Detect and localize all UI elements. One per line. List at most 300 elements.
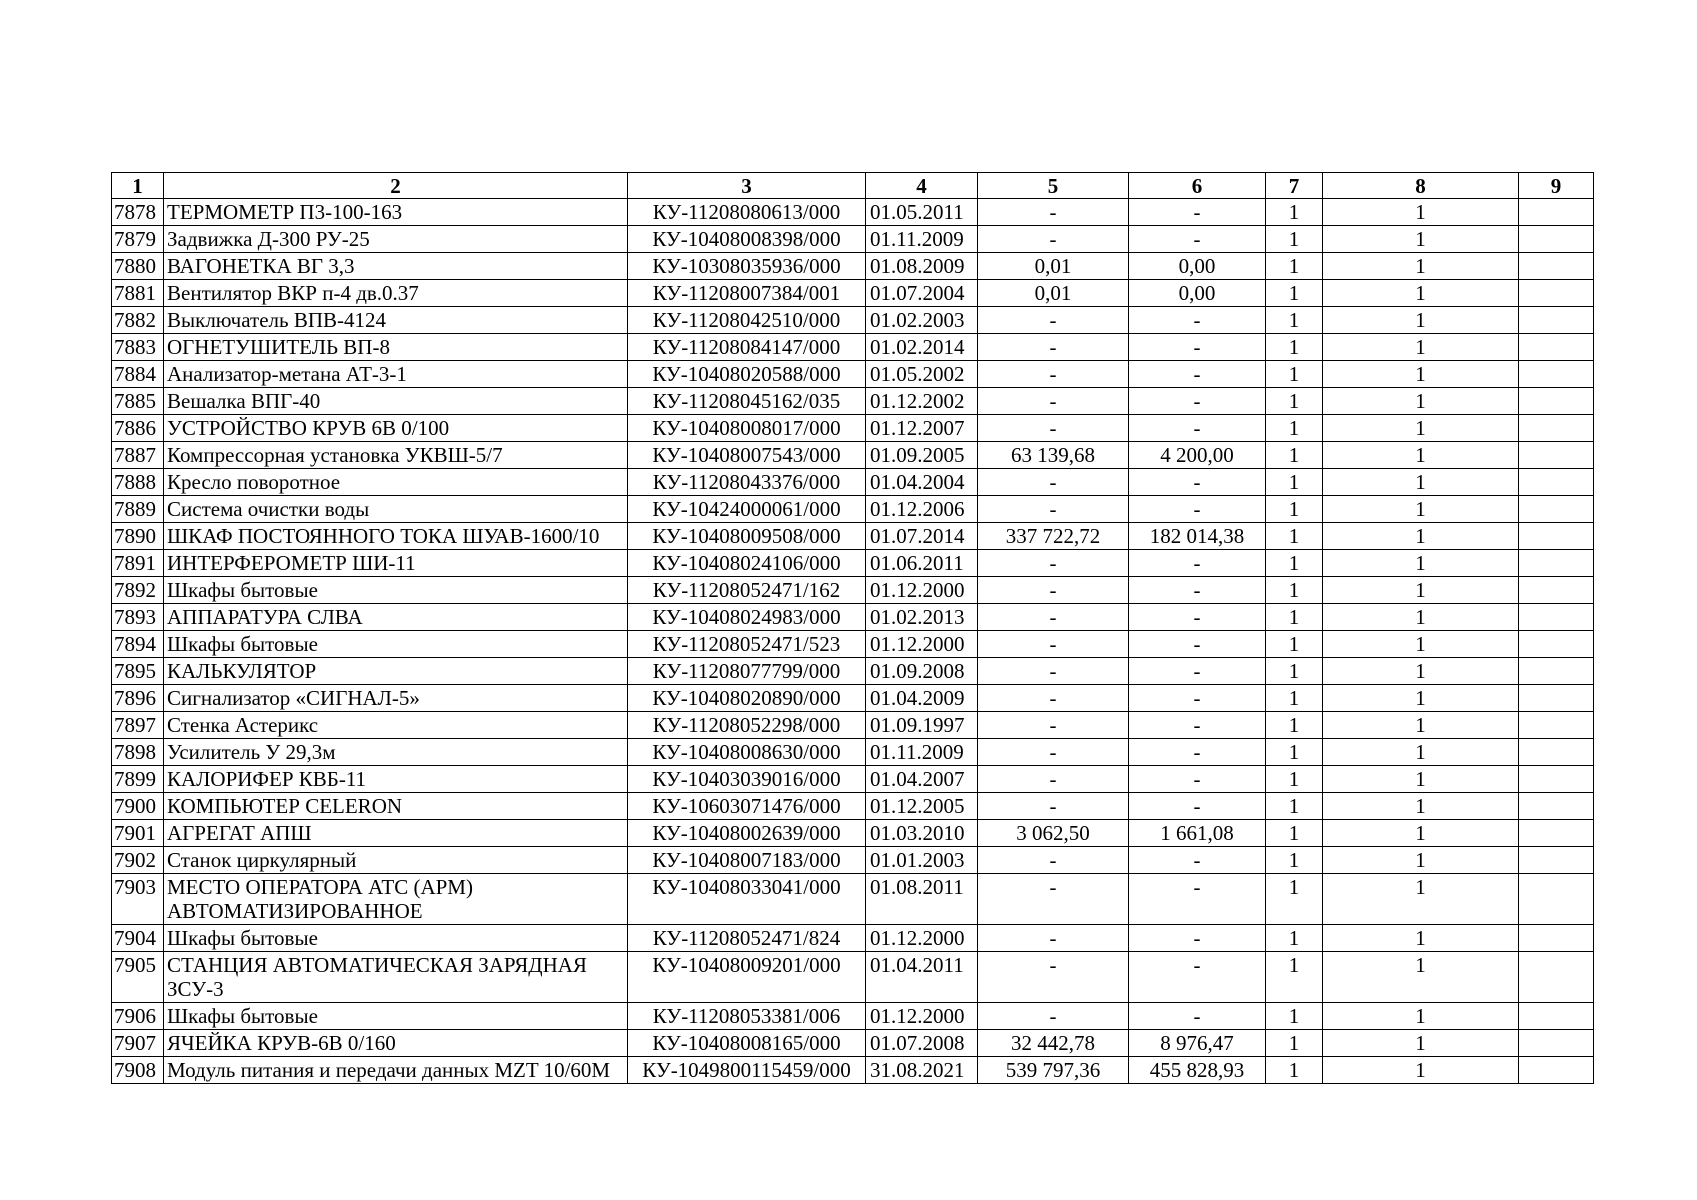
cell-row-number: 7880	[112, 253, 164, 280]
cell-quantity-col-7: 1	[1266, 442, 1323, 469]
cell-value-col-5: -	[978, 307, 1129, 334]
cell-item-name: Усилитель У 29,3м	[164, 739, 628, 766]
cell-value-col-6: -	[1129, 739, 1266, 766]
cell-item-name: Модуль питания и передачи данных MZT 10/60М	[164, 1057, 628, 1084]
cell-date: 01.08.2009	[866, 253, 978, 280]
cell-quantity-col-7: 1	[1266, 793, 1323, 820]
table-row	[112, 874, 1594, 925]
cell-row-number: 7901	[112, 820, 164, 847]
cell-value-col-6: -	[1129, 199, 1266, 226]
table-row	[112, 952, 1594, 1003]
cell-note-col-9	[1519, 523, 1594, 550]
cell-value-col-5: -	[978, 361, 1129, 388]
cell-date: 01.09.1997	[866, 712, 978, 739]
table-row	[112, 361, 1594, 388]
cell-value-col-6: -	[1129, 631, 1266, 658]
cell-quantity-col-8: 1	[1323, 361, 1519, 388]
cell-row-number: 7893	[112, 604, 164, 631]
cell-note-col-9	[1519, 1030, 1594, 1057]
cell-row-number: 7896	[112, 685, 164, 712]
cell-quantity-col-8: 1	[1323, 496, 1519, 523]
cell-note-col-9	[1519, 496, 1594, 523]
cell-note-col-9	[1519, 415, 1594, 442]
header-cell-3: 3	[628, 173, 866, 199]
cell-value-col-6: 182 014,38	[1129, 523, 1266, 550]
cell-quantity-col-8: 1	[1323, 712, 1519, 739]
cell-value-col-5: -	[978, 496, 1129, 523]
cell-inventory-code: КУ-11208052471/824	[628, 925, 866, 952]
cell-value-col-6: -	[1129, 469, 1266, 496]
cell-date: 01.01.2003	[866, 847, 978, 874]
cell-quantity-col-7: 1	[1266, 550, 1323, 577]
cell-quantity-col-7: 1	[1266, 820, 1323, 847]
cell-note-col-9	[1519, 550, 1594, 577]
cell-item-name: КАЛЬКУЛЯТОР	[164, 658, 628, 685]
cell-value-col-5: -	[978, 226, 1129, 253]
cell-value-col-5: -	[978, 874, 1129, 925]
cell-date: 01.12.2005	[866, 793, 978, 820]
cell-row-number: 7883	[112, 334, 164, 361]
table-row	[112, 577, 1594, 604]
cell-item-name: АППАРАТУРА СЛВА	[164, 604, 628, 631]
cell-quantity-col-7: 1	[1266, 577, 1323, 604]
table-row	[112, 226, 1594, 253]
cell-item-name: Система очистки воды	[164, 496, 628, 523]
cell-value-col-5: -	[978, 712, 1129, 739]
cell-inventory-code: КУ-10408007543/000	[628, 442, 866, 469]
cell-row-number: 7882	[112, 307, 164, 334]
cell-value-col-5: -	[978, 793, 1129, 820]
cell-row-number: 7898	[112, 739, 164, 766]
table-row	[112, 1057, 1594, 1084]
cell-item-name: Выключатель ВПВ-4124	[164, 307, 628, 334]
cell-quantity-col-8: 1	[1323, 1057, 1519, 1084]
cell-row-number: 7886	[112, 415, 164, 442]
cell-value-col-5: -	[978, 388, 1129, 415]
cell-item-name: Компрессорная установка УКВШ-5/7	[164, 442, 628, 469]
cell-inventory-code: КУ-10424000061/000	[628, 496, 866, 523]
cell-value-col-6: -	[1129, 847, 1266, 874]
cell-value-col-6: -	[1129, 874, 1266, 925]
cell-note-col-9	[1519, 658, 1594, 685]
cell-value-col-5: 3 062,50	[978, 820, 1129, 847]
cell-inventory-code: КУ-10408020588/000	[628, 361, 866, 388]
cell-date: 01.09.2008	[866, 658, 978, 685]
cell-date: 01.06.2011	[866, 550, 978, 577]
cell-item-name: Вентилятор ВКР п-4 дв.0.37	[164, 280, 628, 307]
cell-row-number: 7899	[112, 766, 164, 793]
cell-quantity-col-8: 1	[1323, 280, 1519, 307]
cell-inventory-code: КУ-11208077799/000	[628, 658, 866, 685]
cell-value-col-5: -	[978, 952, 1129, 1003]
cell-note-col-9	[1519, 847, 1594, 874]
cell-row-number: 7895	[112, 658, 164, 685]
cell-quantity-col-7: 1	[1266, 361, 1323, 388]
cell-note-col-9	[1519, 685, 1594, 712]
cell-row-number: 7891	[112, 550, 164, 577]
table-row	[112, 253, 1594, 280]
cell-row-number: 7900	[112, 793, 164, 820]
cell-row-number: 7906	[112, 1003, 164, 1030]
cell-quantity-col-7: 1	[1266, 253, 1323, 280]
table-row	[112, 1003, 1594, 1030]
cell-item-name: ШКАФ ПОСТОЯННОГО ТОКА ШУАВ-1600/10	[164, 523, 628, 550]
cell-note-col-9	[1519, 577, 1594, 604]
cell-value-col-6: -	[1129, 415, 1266, 442]
header-row	[112, 173, 1594, 199]
cell-row-number: 7890	[112, 523, 164, 550]
cell-inventory-code: КУ-11208052298/000	[628, 712, 866, 739]
table-row	[112, 658, 1594, 685]
cell-inventory-code: КУ-10408008165/000	[628, 1030, 866, 1057]
cell-inventory-code: КУ-11208042510/000	[628, 307, 866, 334]
table-row	[112, 280, 1594, 307]
table-row	[112, 496, 1594, 523]
cell-inventory-code: КУ-11208080613/000	[628, 199, 866, 226]
cell-row-number: 7905	[112, 952, 164, 1003]
cell-inventory-code: КУ-10403039016/000	[628, 766, 866, 793]
cell-row-number: 7885	[112, 388, 164, 415]
cell-item-name: Вешалка ВПГ-40	[164, 388, 628, 415]
cell-item-name: МЕСТО ОПЕРАТОРА АТС (АРМ) АВТОМАТИЗИРОВАННОЕ	[164, 874, 628, 925]
cell-row-number: 7902	[112, 847, 164, 874]
cell-note-col-9	[1519, 604, 1594, 631]
cell-quantity-col-8: 1	[1323, 226, 1519, 253]
cell-date: 01.07.2004	[866, 280, 978, 307]
cell-inventory-code: КУ-10408008630/000	[628, 739, 866, 766]
cell-quantity-col-7: 1	[1266, 952, 1323, 1003]
cell-value-col-6: -	[1129, 1003, 1266, 1030]
cell-inventory-code: КУ-10408008398/000	[628, 226, 866, 253]
cell-item-name: УСТРОЙСТВО КРУВ 6В 0/100	[164, 415, 628, 442]
cell-note-col-9	[1519, 469, 1594, 496]
cell-inventory-code: КУ-10408002639/000	[628, 820, 866, 847]
cell-inventory-code: КУ-11208052471/162	[628, 577, 866, 604]
cell-value-col-5: -	[978, 847, 1129, 874]
cell-quantity-col-7: 1	[1266, 739, 1323, 766]
cell-row-number: 7888	[112, 469, 164, 496]
cell-note-col-9	[1519, 793, 1594, 820]
cell-value-col-5: -	[978, 766, 1129, 793]
table-row	[112, 523, 1594, 550]
cell-note-col-9	[1519, 952, 1594, 1003]
cell-inventory-code: КУ-11208007384/001	[628, 280, 866, 307]
cell-item-name: Задвижка Д-300 РУ-25	[164, 226, 628, 253]
cell-value-col-6: -	[1129, 793, 1266, 820]
cell-value-col-6: 0,00	[1129, 253, 1266, 280]
cell-value-col-5: -	[978, 415, 1129, 442]
cell-date: 01.04.2007	[866, 766, 978, 793]
cell-quantity-col-7: 1	[1266, 874, 1323, 925]
cell-note-col-9	[1519, 361, 1594, 388]
header-cell-6: 6	[1129, 173, 1266, 199]
cell-item-name: КАЛОРИФЕР КВБ-11	[164, 766, 628, 793]
cell-inventory-code: КУ-10408009508/000	[628, 523, 866, 550]
cell-quantity-col-8: 1	[1323, 766, 1519, 793]
cell-value-col-6: -	[1129, 712, 1266, 739]
table-row	[112, 1030, 1594, 1057]
cell-date: 01.05.2002	[866, 361, 978, 388]
cell-value-col-6: 0,00	[1129, 280, 1266, 307]
header-cell-8: 8	[1323, 173, 1519, 199]
cell-quantity-col-7: 1	[1266, 523, 1323, 550]
cell-quantity-col-8: 1	[1323, 952, 1519, 1003]
cell-quantity-col-8: 1	[1323, 925, 1519, 952]
cell-item-name: Анализатор-метана АТ-3-1	[164, 361, 628, 388]
cell-note-col-9	[1519, 307, 1594, 334]
cell-item-name: Станок циркулярный	[164, 847, 628, 874]
cell-quantity-col-8: 1	[1323, 388, 1519, 415]
cell-quantity-col-7: 1	[1266, 334, 1323, 361]
cell-value-col-5: -	[978, 469, 1129, 496]
cell-value-col-5: 0,01	[978, 253, 1129, 280]
cell-value-col-5: -	[978, 199, 1129, 226]
cell-date: 01.11.2009	[866, 739, 978, 766]
cell-quantity-col-8: 1	[1323, 307, 1519, 334]
cell-inventory-code: КУ-10408020890/000	[628, 685, 866, 712]
cell-date: 01.09.2005	[866, 442, 978, 469]
cell-note-col-9	[1519, 1003, 1594, 1030]
cell-value-col-6: -	[1129, 226, 1266, 253]
header-cell-1: 1	[112, 173, 164, 199]
cell-quantity-col-8: 1	[1323, 415, 1519, 442]
cell-date: 01.02.2013	[866, 604, 978, 631]
cell-note-col-9	[1519, 631, 1594, 658]
cell-date: 01.07.2014	[866, 523, 978, 550]
cell-inventory-code: КУ-10408024106/000	[628, 550, 866, 577]
cell-value-col-6: -	[1129, 952, 1266, 1003]
cell-value-col-6: -	[1129, 604, 1266, 631]
cell-quantity-col-8: 1	[1323, 577, 1519, 604]
cell-note-col-9	[1519, 253, 1594, 280]
cell-date: 01.12.2000	[866, 1003, 978, 1030]
cell-quantity-col-7: 1	[1266, 766, 1323, 793]
cell-note-col-9	[1519, 199, 1594, 226]
table-row	[112, 469, 1594, 496]
cell-row-number: 7879	[112, 226, 164, 253]
cell-inventory-code: КУ-10408008017/000	[628, 415, 866, 442]
cell-note-col-9	[1519, 334, 1594, 361]
cell-date: 01.02.2014	[866, 334, 978, 361]
cell-quantity-col-7: 1	[1266, 226, 1323, 253]
cell-quantity-col-7: 1	[1266, 1057, 1323, 1084]
cell-item-name: ОГНЕТУШИТЕЛЬ ВП-8	[164, 334, 628, 361]
table-row	[112, 712, 1594, 739]
cell-date: 01.02.2003	[866, 307, 978, 334]
cell-item-name: Стенка Астерикс	[164, 712, 628, 739]
table-row	[112, 442, 1594, 469]
table-row	[112, 685, 1594, 712]
cell-quantity-col-8: 1	[1323, 442, 1519, 469]
header-cell-5: 5	[978, 173, 1129, 199]
cell-date: 01.08.2011	[866, 874, 978, 925]
cell-value-col-6: 8 976,47	[1129, 1030, 1266, 1057]
cell-value-col-6: 455 828,93	[1129, 1057, 1266, 1084]
cell-date: 01.12.2000	[866, 925, 978, 952]
cell-row-number: 7904	[112, 925, 164, 952]
cell-quantity-col-7: 1	[1266, 925, 1323, 952]
table-row	[112, 925, 1594, 952]
cell-value-col-5: 539 797,36	[978, 1057, 1129, 1084]
cell-quantity-col-7: 1	[1266, 1030, 1323, 1057]
cell-quantity-col-7: 1	[1266, 388, 1323, 415]
cell-date: 31.08.2021	[866, 1057, 978, 1084]
cell-row-number: 7878	[112, 199, 164, 226]
cell-value-col-5: 63 139,68	[978, 442, 1129, 469]
cell-value-col-6: -	[1129, 496, 1266, 523]
cell-quantity-col-7: 1	[1266, 1003, 1323, 1030]
header-cell-4: 4	[866, 173, 978, 199]
cell-quantity-col-8: 1	[1323, 820, 1519, 847]
cell-value-col-5: -	[978, 739, 1129, 766]
cell-quantity-col-7: 1	[1266, 469, 1323, 496]
cell-value-col-6: -	[1129, 334, 1266, 361]
cell-item-name: Шкафы бытовые	[164, 925, 628, 952]
cell-quantity-col-8: 1	[1323, 874, 1519, 925]
cell-date: 01.12.2000	[866, 577, 978, 604]
cell-value-col-6: -	[1129, 685, 1266, 712]
cell-row-number: 7907	[112, 1030, 164, 1057]
cell-date: 01.05.2011	[866, 199, 978, 226]
cell-inventory-code: КУ-10603071476/000	[628, 793, 866, 820]
cell-date: 01.11.2009	[866, 226, 978, 253]
cell-inventory-code: КУ-11208084147/000	[628, 334, 866, 361]
cell-date: 01.04.2004	[866, 469, 978, 496]
cell-value-col-5: -	[978, 631, 1129, 658]
table-row	[112, 766, 1594, 793]
cell-inventory-code: КУ-10408024983/000	[628, 604, 866, 631]
cell-inventory-code: КУ-11208043376/000	[628, 469, 866, 496]
cell-inventory-code: КУ-1049800115459/000	[628, 1057, 866, 1084]
cell-quantity-col-7: 1	[1266, 604, 1323, 631]
cell-row-number: 7908	[112, 1057, 164, 1084]
inventory-table	[111, 172, 1594, 1084]
cell-value-col-5: 337 722,72	[978, 523, 1129, 550]
cell-inventory-code: КУ-11208052471/523	[628, 631, 866, 658]
table-row	[112, 820, 1594, 847]
cell-value-col-6: 4 200,00	[1129, 442, 1266, 469]
cell-row-number: 7892	[112, 577, 164, 604]
cell-quantity-col-7: 1	[1266, 307, 1323, 334]
cell-date: 01.07.2008	[866, 1030, 978, 1057]
cell-row-number: 7884	[112, 361, 164, 388]
cell-note-col-9	[1519, 820, 1594, 847]
header-cell-2: 2	[164, 173, 628, 199]
header-cell-9: 9	[1519, 173, 1594, 199]
cell-date: 01.12.2000	[866, 631, 978, 658]
cell-quantity-col-8: 1	[1323, 1003, 1519, 1030]
cell-quantity-col-7: 1	[1266, 685, 1323, 712]
cell-value-col-5: -	[978, 685, 1129, 712]
cell-inventory-code: КУ-11208045162/035	[628, 388, 866, 415]
cell-item-name: ТЕРМОМЕТР П3-100-163	[164, 199, 628, 226]
header-cell-7: 7	[1266, 173, 1323, 199]
cell-row-number: 7889	[112, 496, 164, 523]
table-row	[112, 550, 1594, 577]
cell-quantity-col-8: 1	[1323, 847, 1519, 874]
cell-inventory-code: КУ-10408007183/000	[628, 847, 866, 874]
cell-quantity-col-8: 1	[1323, 739, 1519, 766]
cell-row-number: 7894	[112, 631, 164, 658]
cell-note-col-9	[1519, 442, 1594, 469]
cell-note-col-9	[1519, 226, 1594, 253]
cell-item-name: ВАГОНЕТКА ВГ 3,3	[164, 253, 628, 280]
cell-value-col-6: -	[1129, 658, 1266, 685]
cell-inventory-code: КУ-10408033041/000	[628, 874, 866, 925]
cell-inventory-code: КУ-10408009201/000	[628, 952, 866, 1003]
cell-value-col-6: -	[1129, 307, 1266, 334]
cell-row-number: 7903	[112, 874, 164, 925]
cell-date: 01.04.2011	[866, 952, 978, 1003]
cell-item-name: Кресло поворотное	[164, 469, 628, 496]
cell-quantity-col-8: 1	[1323, 604, 1519, 631]
cell-note-col-9	[1519, 280, 1594, 307]
cell-value-col-6: -	[1129, 550, 1266, 577]
cell-value-col-5: -	[978, 334, 1129, 361]
cell-row-number: 7887	[112, 442, 164, 469]
cell-item-name: АГРЕГАТ АПШ	[164, 820, 628, 847]
cell-item-name: СТАНЦИЯ АВТОМАТИЧЕСКАЯ ЗАРЯДНАЯ ЗСУ-3	[164, 952, 628, 1003]
cell-quantity-col-7: 1	[1266, 415, 1323, 442]
table-row	[112, 847, 1594, 874]
cell-value-col-6: -	[1129, 361, 1266, 388]
cell-quantity-col-8: 1	[1323, 631, 1519, 658]
cell-quantity-col-7: 1	[1266, 631, 1323, 658]
cell-note-col-9	[1519, 766, 1594, 793]
cell-item-name: ЯЧЕЙКА КРУВ-6В 0/160	[164, 1030, 628, 1057]
cell-value-col-5: -	[978, 604, 1129, 631]
cell-item-name: Шкафы бытовые	[164, 577, 628, 604]
cell-value-col-6: -	[1129, 577, 1266, 604]
cell-row-number: 7897	[112, 712, 164, 739]
cell-quantity-col-8: 1	[1323, 658, 1519, 685]
cell-value-col-6: -	[1129, 925, 1266, 952]
cell-value-col-5: 0,01	[978, 280, 1129, 307]
cell-quantity-col-7: 1	[1266, 280, 1323, 307]
cell-value-col-6: 1 661,08	[1129, 820, 1266, 847]
cell-value-col-6: -	[1129, 766, 1266, 793]
cell-value-col-5: -	[978, 1003, 1129, 1030]
cell-row-number: 7881	[112, 280, 164, 307]
table-row	[112, 739, 1594, 766]
table-body	[112, 199, 1594, 1084]
table-row	[112, 631, 1594, 658]
cell-note-col-9	[1519, 1057, 1594, 1084]
table-row	[112, 307, 1594, 334]
cell-quantity-col-8: 1	[1323, 1030, 1519, 1057]
cell-inventory-code: КУ-10308035936/000	[628, 253, 866, 280]
table-row	[112, 199, 1594, 226]
cell-value-col-5: -	[978, 550, 1129, 577]
cell-quantity-col-8: 1	[1323, 334, 1519, 361]
cell-note-col-9	[1519, 739, 1594, 766]
table-row	[112, 388, 1594, 415]
cell-value-col-6: -	[1129, 388, 1266, 415]
cell-quantity-col-8: 1	[1323, 469, 1519, 496]
cell-item-name: ИНТЕРФЕРОМЕТР ШИ-11	[164, 550, 628, 577]
cell-inventory-code: КУ-11208053381/006	[628, 1003, 866, 1030]
cell-item-name: Шкафы бытовые	[164, 1003, 628, 1030]
cell-quantity-col-8: 1	[1323, 793, 1519, 820]
table-row	[112, 604, 1594, 631]
cell-quantity-col-8: 1	[1323, 550, 1519, 577]
cell-quantity-col-7: 1	[1266, 658, 1323, 685]
table-row	[112, 793, 1594, 820]
cell-date: 01.12.2002	[866, 388, 978, 415]
cell-item-name: Шкафы бытовые	[164, 631, 628, 658]
cell-date: 01.12.2006	[866, 496, 978, 523]
cell-note-col-9	[1519, 712, 1594, 739]
